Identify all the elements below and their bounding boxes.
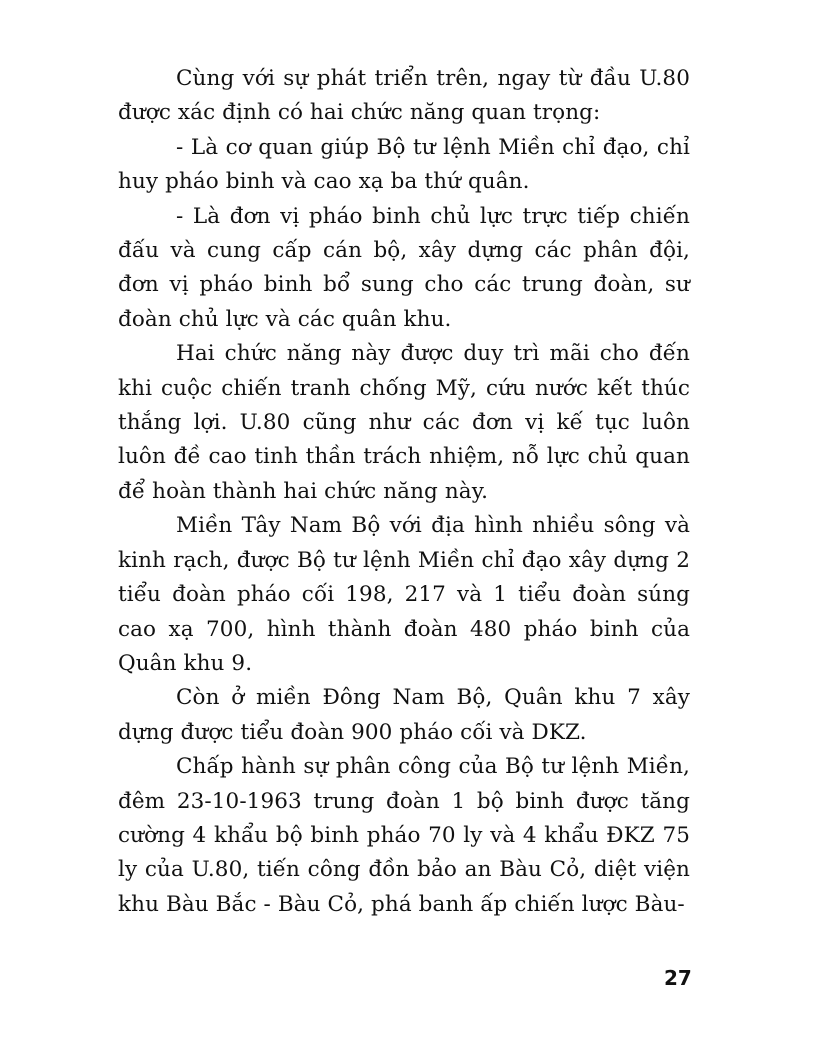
body-text: [118, 62, 690, 922]
paragraph: Chấp hành sự phân công của Bộ tư lệnh Miền, đêm 23-10-1963 trung đoàn 1 bộ binh được tăng cường 4 khẩu bộ binh pháo 70 ly và 4 khẩu ĐKZ 75 ly của U.80, tiến công đồn bảo an Bàu Cỏ, diệt viện khu Bàu Bắc - Bàu Cỏ, phá banh ấp chiến lược Bàu-: [118, 754, 690, 917]
paragraph: Miền Tây Nam Bộ với địa hình nhiều sông và kinh rạch, được Bộ tư lệnh Miền chỉ đạo xây dựng 2 tiểu đoàn pháo cối 198, 217 và 1 tiểu đoàn súng cao xạ 700, hình thành đoàn 480 pháo binh của Quân khu 9.: [118, 513, 690, 676]
paragraph: - Là cơ quan giúp Bộ tư lệnh Miền chỉ đạo, chỉ huy pháo binh và cao xạ ba thứ quân.: [118, 134, 690, 195]
page-number: 27: [664, 966, 692, 990]
paragraph: Hai chức năng này được duy trì mãi cho đến khi cuộc chiến tranh chống Mỹ, cứu nước kết thúc thắng lợi. U.80 cũng như các đơn vị kế tục luôn luôn đề cao tinh thần trách nhiệm, nỗ lực chủ quan để hoàn thành hai chức năng này.: [118, 341, 690, 504]
paragraph: - Là đơn vị pháo binh chủ lực trực tiếp chiến đấu và cung cấp cán bộ, xây dựng các phân đội, đơn vị pháo binh bổ sung cho các trung đoàn, sư đoàn chủ lực và các quân khu.: [118, 203, 690, 332]
paragraph: Còn ở miền Đông Nam Bộ, Quân khu 7 xây dựng được tiểu đoàn 900 pháo cối và DKZ.: [118, 685, 690, 745]
paragraph: Cùng với sự phát triển trên, ngay từ đầu U.80 được xác định có hai chức năng quan trọng:: [118, 66, 690, 126]
